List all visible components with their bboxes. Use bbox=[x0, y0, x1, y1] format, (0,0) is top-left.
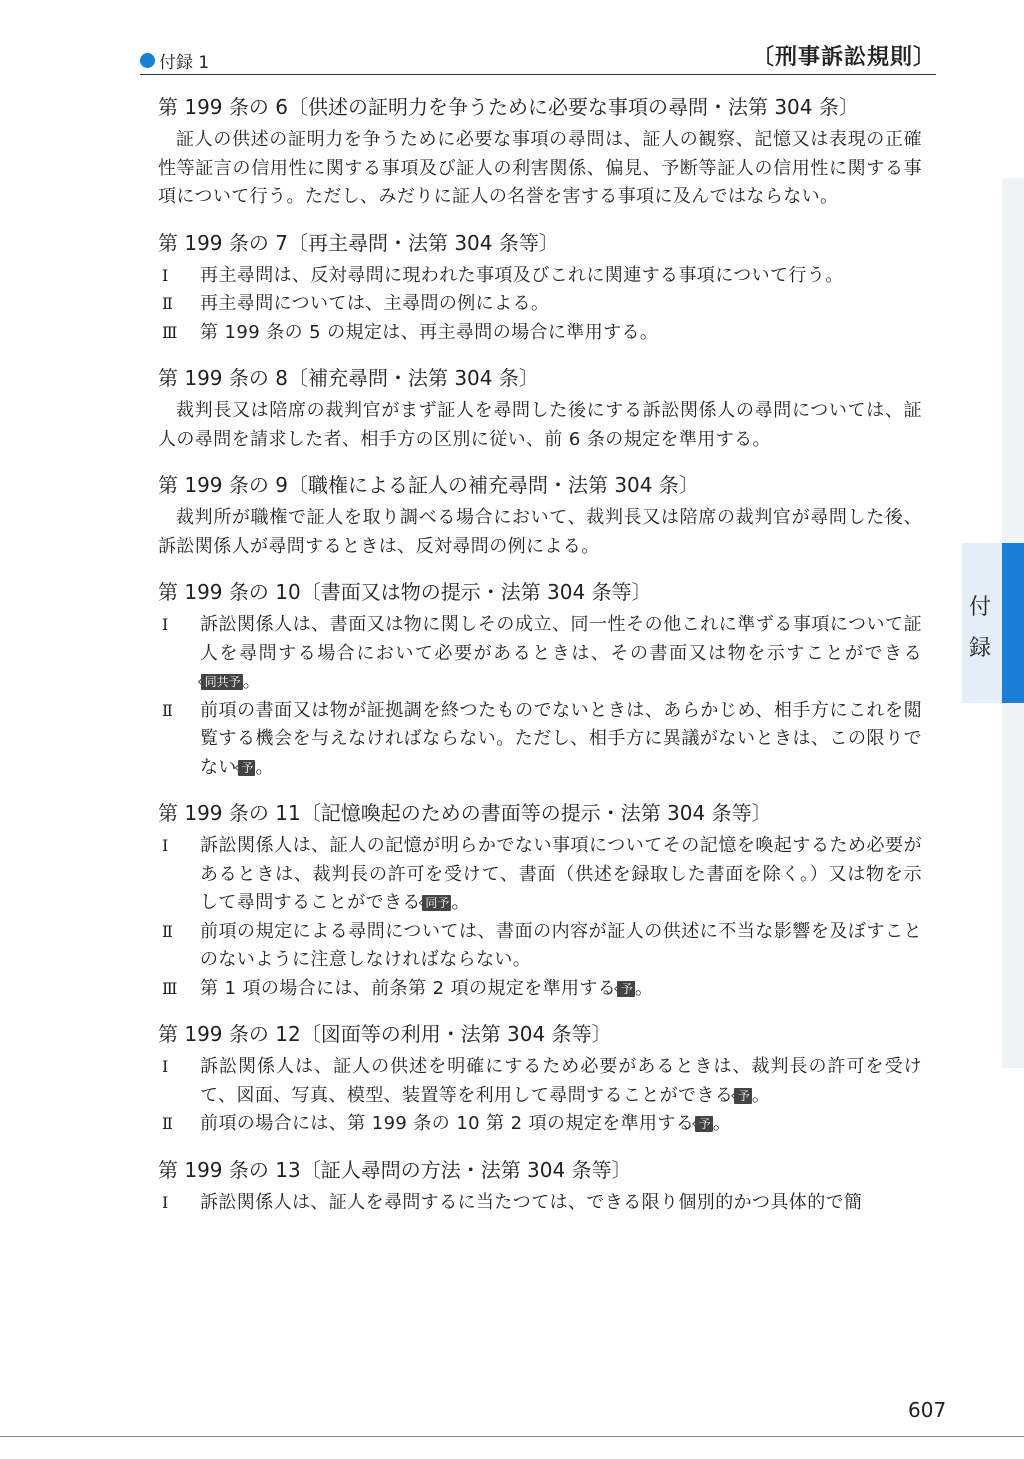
article bbox=[158, 1155, 922, 1218]
page-header bbox=[140, 40, 936, 75]
exam-badge: ‹ 予 bbox=[238, 760, 256, 776]
item-text: 訴訟関係人は、書面又は物に関しその成立、同一性その他これに準ずる事項について証人を尋問する場合において必要があるときは、その書面又は物を示すことができる bbox=[200, 614, 922, 664]
article-paragraph: 裁判所が職権で証人を取り調べる場合において、裁判長又は陪席の裁判官が尋問した後、訴訟関係人が尋問するときは、反対尋問の例による。 bbox=[158, 507, 922, 557]
item-number: Ⅰ bbox=[162, 1057, 169, 1076]
item-text-block bbox=[184, 262, 922, 291]
article-item bbox=[158, 290, 922, 319]
exam-badge: ‹ 同予 bbox=[422, 895, 452, 911]
article-title: 第 199 条の 9〔職権による証人の補充尋問・法第 304 条〕 bbox=[158, 473, 699, 497]
article-item bbox=[158, 975, 922, 1004]
article-title: 第 199 条の 11〔記憶喚起のための書面等の提示・法第 304 条等〕 bbox=[158, 801, 772, 825]
article bbox=[158, 1019, 922, 1139]
item-text: 訴訟関係人は、証人を尋問するに当たつては、できる限り個別的かつ具体的で簡 bbox=[200, 1191, 863, 1213]
section-label bbox=[140, 48, 209, 73]
article-paragraph: 証人の供述の証明力を争うために必要な事項の尋問は、証人の観察、記憶又は表現の正確性等証言の信用性に関する事項及び証人の利害関係、偏見、予断等証人の信用性に関する事項について行う。ただし、みだりに証人の名誉を害する事項に及んではならない。 bbox=[158, 129, 922, 207]
item-text: 前項の規定による尋問については、書面の内容が証人の供述に不当な影響を及ぼすことのないように注意しなければならない。 bbox=[200, 920, 922, 970]
article-item bbox=[158, 611, 922, 697]
item-text-block bbox=[184, 290, 922, 319]
article-title: 第 199 条の 12〔図面等の利用・法第 304 条等〕 bbox=[158, 1022, 612, 1046]
side-index-tab-marker bbox=[1002, 543, 1024, 703]
item-text-block bbox=[184, 918, 922, 975]
item-text: 前項の書面又は物が証拠調を終つたものでないときは、あらかじめ、相手方にこれを閲覧する機会を与えなければならない。ただし、相手方に異議がないときは、この限りでない bbox=[200, 699, 922, 778]
article bbox=[158, 92, 922, 212]
article bbox=[158, 228, 922, 348]
item-number: Ⅱ bbox=[162, 294, 174, 313]
item-text-block bbox=[184, 1110, 922, 1139]
article-item bbox=[158, 319, 922, 348]
item-text: 第 199 条の 5 の規定は、再主尋問の場合に準用する。 bbox=[200, 321, 659, 343]
item-text-block bbox=[184, 1053, 922, 1110]
article-item bbox=[158, 918, 922, 975]
article bbox=[158, 470, 922, 561]
item-text-block bbox=[184, 697, 922, 783]
item-end-punct: 。 bbox=[242, 671, 262, 692]
item-number: Ⅰ bbox=[162, 836, 169, 855]
exam-badge: ‹ 予 bbox=[617, 981, 635, 997]
article-title: 第 199 条の 6〔供述の証明力を争うために必要な事項の尋問・法第 304 条〕 bbox=[158, 95, 859, 119]
item-text-block bbox=[184, 975, 922, 1004]
bullet-dot-icon bbox=[140, 53, 155, 68]
item-text-block bbox=[184, 832, 922, 918]
item-text-block bbox=[184, 1189, 922, 1218]
article-title: 第 199 条の 13〔証人尋問の方法・法第 304 条等〕 bbox=[158, 1157, 632, 1182]
item-text: 前項の場合には、第 199 条の 10 第 2 項の規定を準用する bbox=[200, 1113, 695, 1134]
document-body bbox=[158, 92, 922, 1233]
article bbox=[158, 363, 922, 454]
article bbox=[158, 577, 922, 782]
item-text: 訴訟関係人は、証人の供述を明確にするため必要があるときは、裁判長の許可を受けて、図面、写真、模型、装置等を利用して尋問することができる bbox=[200, 1056, 922, 1106]
item-text-block bbox=[184, 611, 922, 697]
article-item bbox=[158, 697, 922, 783]
article-item bbox=[158, 1110, 922, 1139]
article-item bbox=[158, 832, 922, 918]
item-end-punct: 。 bbox=[451, 892, 470, 913]
bottom-rule bbox=[0, 1436, 1024, 1437]
item-text-block bbox=[184, 319, 922, 348]
article-title: 第 199 条の 8〔補充尋問・法第 304 条〕 bbox=[158, 366, 539, 390]
exam-badge: ‹ 予 bbox=[734, 1088, 752, 1104]
item-end-punct: 。 bbox=[255, 756, 274, 778]
item-number: Ⅰ bbox=[162, 1192, 169, 1212]
tab-char-1: 付 bbox=[969, 595, 992, 620]
tab-char-2: 録 bbox=[969, 636, 992, 661]
page-number: 607 bbox=[908, 1398, 947, 1422]
article bbox=[158, 798, 922, 1003]
item-text: 再主尋問は、反対尋問に現われた事項及びこれに関連する事項について行う。 bbox=[200, 264, 844, 286]
article-item bbox=[158, 262, 922, 291]
article-item bbox=[158, 1053, 922, 1110]
item-end-punct: 。 bbox=[751, 1084, 771, 1106]
article-item bbox=[158, 1189, 922, 1218]
item-end-punct: 。 bbox=[634, 977, 654, 999]
item-number: Ⅱ bbox=[162, 700, 174, 720]
item-number: Ⅱ bbox=[162, 921, 174, 941]
chapter-title: 〔刑事訴訟規則〕 bbox=[751, 45, 936, 70]
appendix-label: 付録 1 bbox=[159, 53, 210, 73]
item-text: 再主尋問については、主尋問の例による。 bbox=[200, 293, 550, 314]
article-title: 第 199 条の 7〔再主尋問・法第 304 条等〕 bbox=[158, 230, 559, 255]
article-paragraph: 裁判長又は陪席の裁判官がまず証人を尋問した後にする訴訟関係人の尋問については、証人の尋問を請求した者、相手方の区別に従い、前 6 条の規定を準用する。 bbox=[158, 400, 922, 450]
item-text: 訴訟関係人は、証人の記憶が明らかでない事項についてその記憶を喚起するため必要があるときは、裁判長の許可を受けて、書面（供述を録取した書面を除く。）又は物を示して尋問することができる bbox=[200, 835, 922, 913]
exam-badge: ‹ 同共予 bbox=[201, 674, 243, 690]
item-number: Ⅰ bbox=[162, 615, 169, 634]
exam-badge: ‹ 予 bbox=[695, 1116, 713, 1132]
item-number: Ⅱ bbox=[162, 1114, 174, 1133]
item-end-punct: 。 bbox=[712, 1113, 732, 1134]
side-index-tab[interactable] bbox=[962, 543, 1002, 703]
article-title: 第 199 条の 10〔書面又は物の提示・法第 304 条等〕 bbox=[158, 580, 652, 604]
item-number: Ⅰ bbox=[162, 265, 169, 285]
item-number: Ⅲ bbox=[162, 322, 178, 342]
item-text: 第 1 項の場合には、前条第 2 項の規定を準用する bbox=[200, 977, 617, 999]
item-number: Ⅲ bbox=[162, 978, 178, 998]
